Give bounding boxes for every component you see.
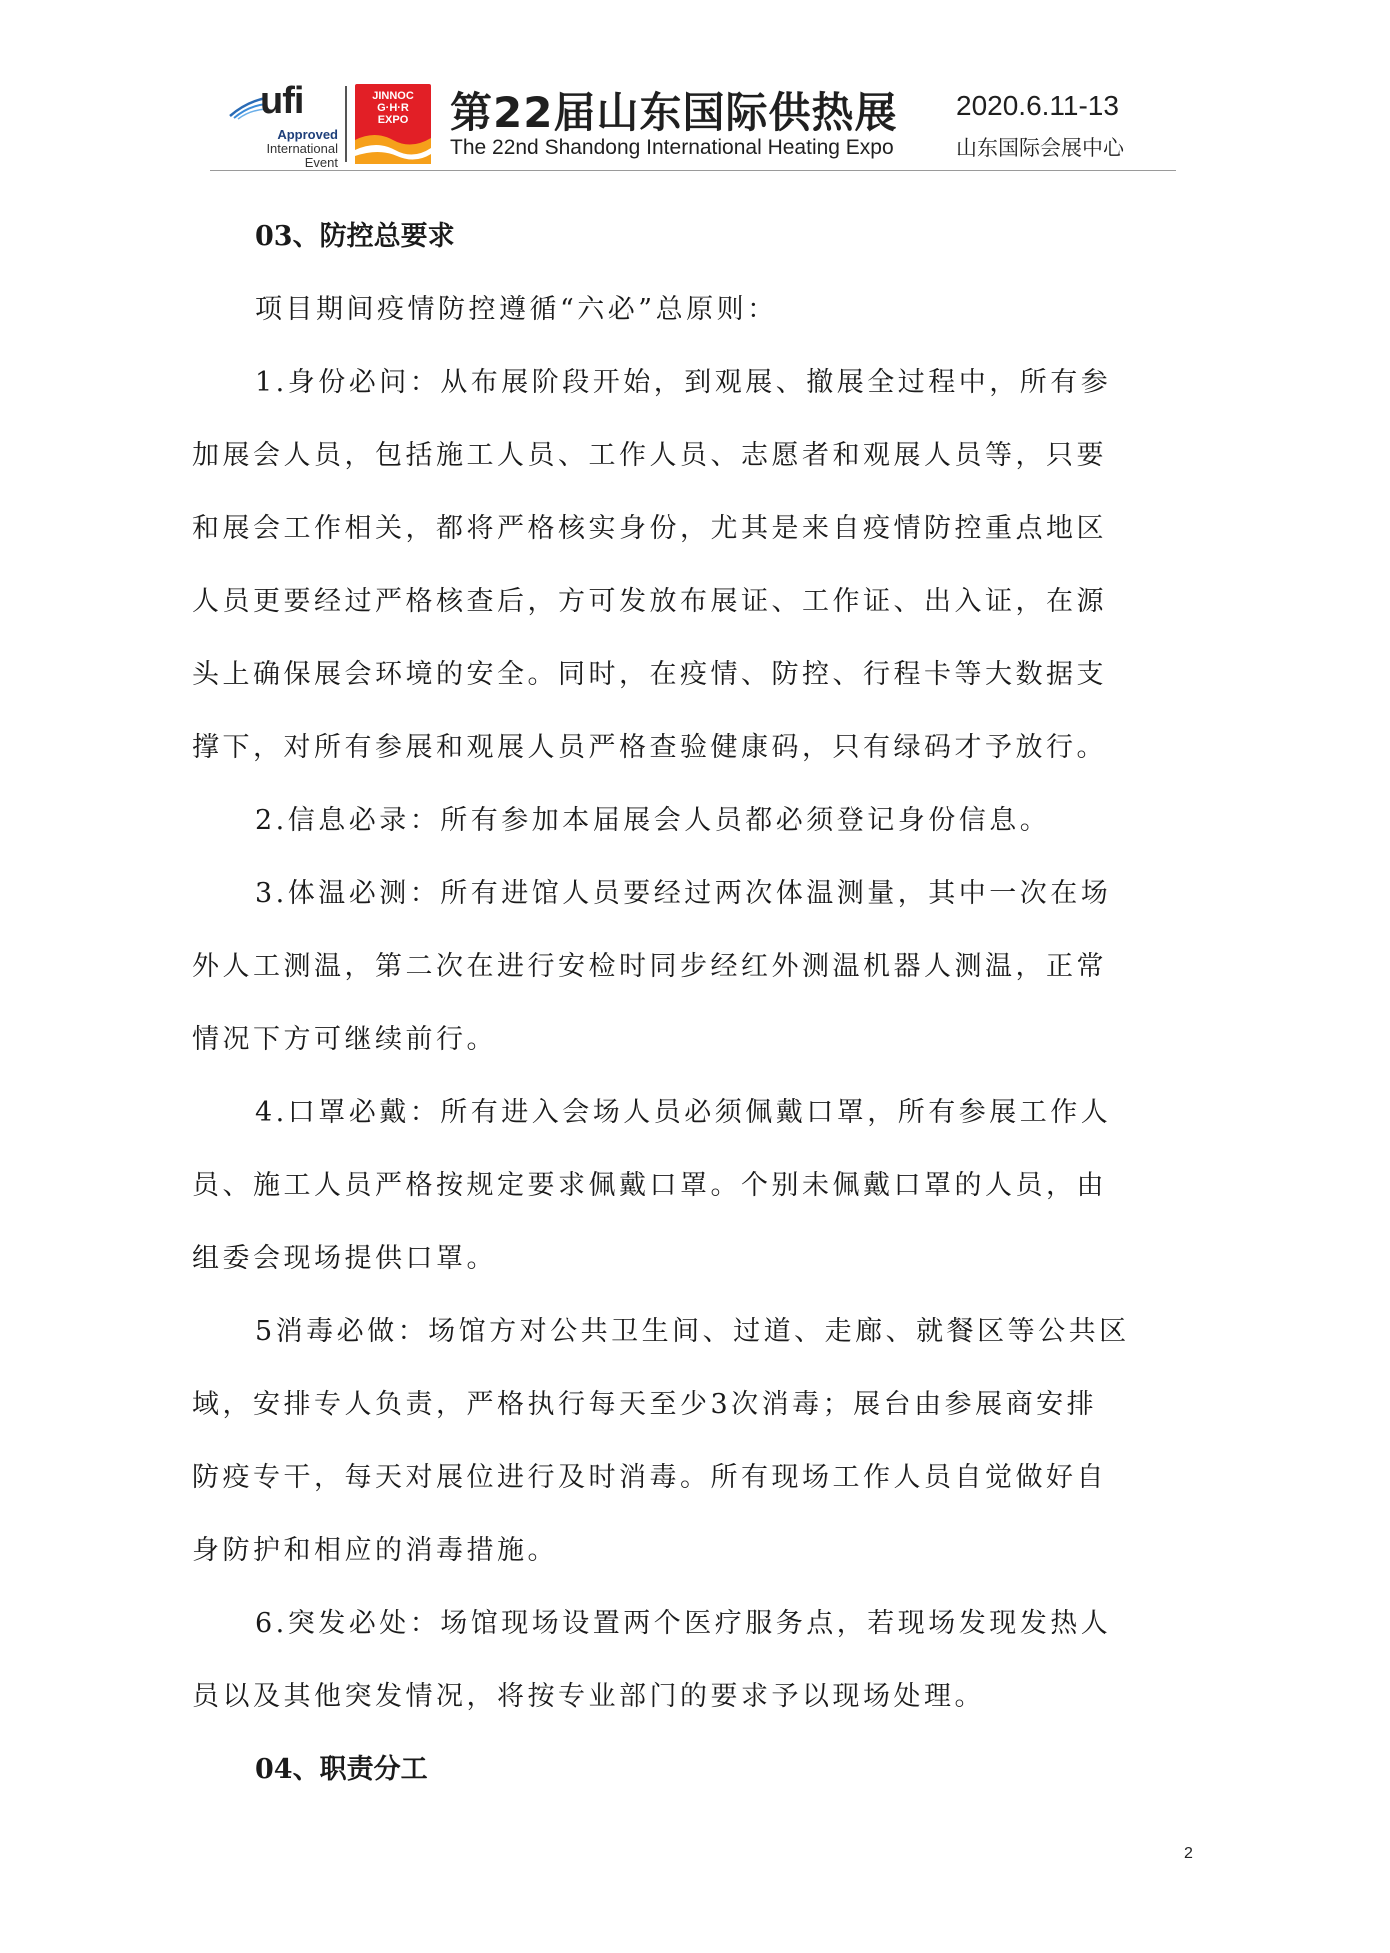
jinnoc-logo — [355, 84, 431, 164]
text-line: 员以及其他突发情况，将按专业部门的要求予以现场处理。 — [192, 1681, 985, 1712]
text-line: 身防护和相应的消毒措施。 — [192, 1535, 558, 1566]
text-line: 5消毒必做：场馆方对公共卫生间、过道、走廊、就餐区等公共区 — [255, 1316, 1130, 1347]
jinnoc-logo-text — [355, 90, 431, 126]
paragraph-info-record — [192, 784, 1197, 857]
section-heading-03: 03、防控总要求 — [255, 221, 455, 252]
paragraph-temperature — [192, 857, 1197, 1076]
paragraph-emergency — [192, 1587, 1197, 1733]
paragraph-identity-check — [192, 346, 1197, 784]
text-line: 撑下，对所有参展和观展人员严格查验健康码，只有绿码才予放行。 — [192, 732, 1107, 763]
text-line: 1.身份必问：从布展阶段开始，到观展、撤展全过程中，所有参 — [255, 367, 1112, 398]
header-rule — [210, 170, 1176, 171]
jinnoc-line3: EXPO — [377, 114, 409, 126]
flame-wave-icon — [355, 130, 431, 164]
document-body — [192, 200, 1197, 1806]
text-line: 防疫专干，每天对展位进行及时消毒。所有现场工作人员自觉做好自 — [192, 1462, 1107, 1493]
text-line: 情况下方可继续前行。 — [192, 1024, 497, 1055]
expo-title-cn: 第22届山东国际供热展 — [450, 88, 898, 137]
text-line: 2.信息必录：所有参加本届展会人员都必须登记身份信息。 — [255, 805, 1051, 836]
page-header — [210, 78, 1176, 168]
paragraph-disinfection — [192, 1295, 1197, 1587]
ufi-international: International — [266, 141, 338, 156]
paragraph-intro — [192, 273, 1197, 346]
text-line: 4.口罩必戴：所有进入会场人员必须佩戴口罩，所有参展工作人 — [255, 1097, 1112, 1128]
text-line: 员、施工人员严格按规定要求佩戴口罩。个别未佩戴口罩的人员，由 — [192, 1170, 1107, 1201]
header-divider — [345, 86, 347, 162]
ufi-logo — [228, 80, 338, 170]
text-line: 6.突发必处：场馆现场设置两个医疗服务点，若现场发现发热人 — [255, 1608, 1112, 1639]
section-heading-04: 04、职责分工 — [255, 1754, 428, 1785]
text-line: 外人工测温，第二次在进行安检时同步经红外测温机器人测温，正常 — [192, 951, 1107, 982]
ufi-logo-word: ufi — [260, 80, 304, 122]
text-line: 人员更要经过严格核查后，方可发放布展证、工作证、出入证，在源 — [192, 586, 1107, 617]
text-line: 加展会人员，包括施工人员、工作人员、志愿者和观展人员等，只要 — [192, 440, 1107, 471]
expo-venue: 山东国际会展中心 — [956, 136, 1124, 160]
text-line: 组委会现场提供口罩。 — [192, 1243, 497, 1274]
expo-date: 2020.6.11-13 — [956, 90, 1119, 121]
text-line: 域，安排专人负责，严格执行每天至少3次消毒；展台由参展商安排 — [192, 1389, 1098, 1420]
ufi-approved-text — [266, 128, 338, 170]
paragraph-mask — [192, 1076, 1197, 1295]
expo-title-en: The 22nd Shandong International Heating Expo — [450, 136, 894, 159]
ufi-approved: Approved — [277, 127, 338, 142]
text-line: 项目期间疫情防控遵循“六必”总原则： — [255, 294, 778, 325]
text-line: 头上确保展会环境的安全。同时，在疫情、防控、行程卡等大数据支 — [192, 659, 1107, 690]
ufi-event: Event — [304, 155, 338, 170]
text-line: 和展会工作相关，都将严格核实身份，尤其是来自疫情防控重点地区 — [192, 513, 1107, 544]
jinnoc-line2: G·H·R — [377, 102, 409, 114]
text-line: 3.体温必测：所有进馆人员要经过两次体温测量，其中一次在场 — [255, 878, 1112, 909]
jinnoc-line1: JINNOC — [372, 90, 414, 102]
page-number: 2 — [1184, 1845, 1193, 1862]
